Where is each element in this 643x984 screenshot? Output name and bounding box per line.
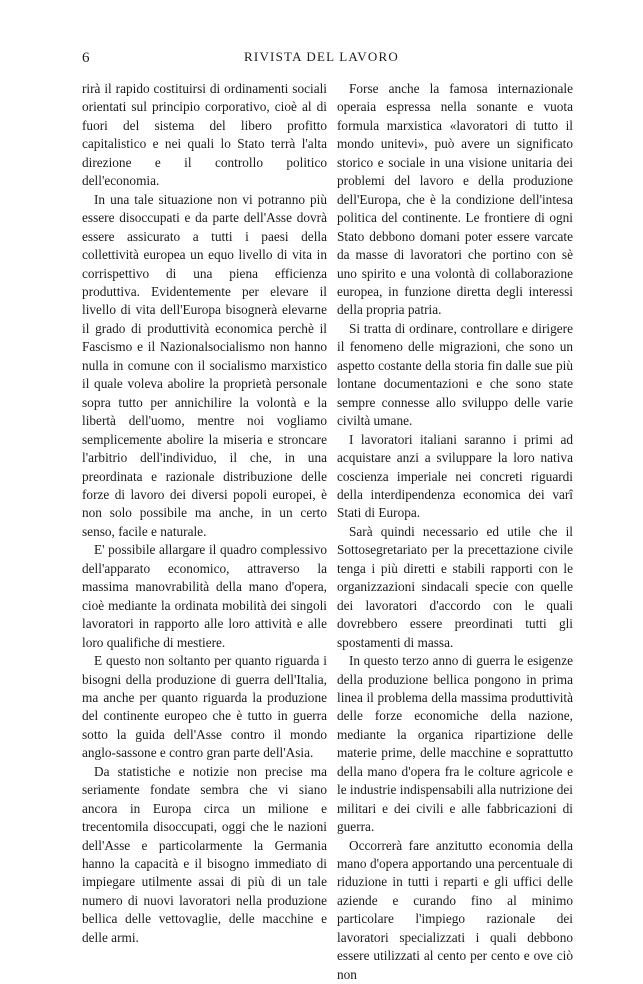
paragraph: E questo non soltanto per quanto riguarda i bisogni della produzione di guerra dell'Italia, ma anche per quanto riguarda la produzione del continente europeo che è tutto in guerra sotto la guida dell'Asse contro il mondo anglo-sassone e contro gran parte dell'Asia. [82,653,327,761]
paragraph: In questo terzo anno di guerra le esigenze della produzione bellica pongono in prima linea il problema della massima produttività delle forze economiche della nazione, mediante la organica ripartizione delle materie prime, delle macchine e soprattutto della mano d'opera fra le colture agricole e le industrie indispensabili alla nutrizione dei militari e dei civili e alle fabbricazioni di guerra. [337,653,573,835]
paragraph: Occorrerà fare anzitutto economia della mano d'opera apportando una percentuale di riduzione in tutti i reparti e gli uffici delle aziende e curando fino al minimo particolare l'impiego razionale dei lavoratori specializzati i quali debbono essere utilizzati al cento per cento e ove ciò non [337,837,573,982]
running-title: RIVISTA DEL LAVORO [244,49,399,64]
paragraph: In una tale situazione non vi potranno più essere disoccupati e da parte dell'Asse dovrà essere assicurato a tutti i paesi della collettività europea un equo livello di vita in corrispettivo di una piena efficienza produttiva. Evidentemente per elevare il livello di vita dell'Europa bisognerà elevarne il grado di produttività economica perchè il Fascismo e il Nazionalsocialismo non hanno nulla in comune con il socialismo marxistico il quale voleva abolire la proprietà personale sopra tutto per annichilire la volontà e la libertà dell'uomo, mentre noi vogliamo semplicemente abolire la miseria e stroncare l'arbitrio dell'individuo, il che, in una preordinata e razionale distribuzione delle forze di lavoro dei diversi popoli europei, è non solo possibile ma anche, in un certo senso, facile e naturale. [82,191,327,539]
left-column [82,80,327,947]
paragraph: Forse anche la famosa internazionale operaia espressa nella sonante e vuota formula marxistica «lavoratori di tutto il mondo unitevi», può avere un significato storico e sociale in una visione unitaria dei problemi del lavoro e della produzione dell'Europa, che è la condizione dell'intesa politica del continente. Le frontiere di ogni Stato debbono domani poter essere varcate da masse di lavoratori che portino con sè uno spirito e una volontà di collaborazione europea, in funzione diretta degli interessi della propria patria. [337,81,573,318]
paragraph: Si tratta di ordinare, controllare e dirigere il fenomeno delle migrazioni, che sono un aspetto costante della storia fin dalle sue più lontane documentazioni e che sono state sempre connesse allo sviluppo delle varie civiltà umane. [337,320,573,429]
right-column [337,80,573,984]
paragraph: Da statistiche e notizie non precise ma seriamente fondate sembra che vi siano ancora in Europa circa un milione e trecentomila disoccupati, oggi che le nazioni dell'Asse e particolarmente la Germania hanno la capacità e il bisogno immediato di impiegare utilmente assai di più di un tale numero di nuovi lavoratori nella produzione bellica delle vettovaglie, delle macchine e delle armi. [82,763,327,945]
page-number: 6 [82,50,90,66]
paragraph: E' possibile allargare il quadro complessivo dell'apparato economico, attraverso la massima manovrabilità della mano d'opera, cioè mediante la ordinata mobilità dei singoli lavoratori in rapporto alle loro attività e alle loro qualifiche di mestiere. [82,542,327,650]
paragraph: rirà il rapido costituirsi di ordinamenti sociali orientati sul principio corporativo, cioè al di fuori del sistema del libero profitto capitalistico e nei quali lo Stato terrà l'alta direzione e il controllo politico dell'economia. [82,81,327,189]
paragraph: Sarà quindi necessario ed utile che il Sottosegretariato per la precettazione civile tenga i più diretti e stabili rapporti con le organizzazioni sindacali specie con quelle dei lavoratori d'accordo con le quali dovrebbero essere preordinati tutti gli spostamenti di massa. [337,523,573,650]
paragraph: I lavoratori italiani saranno i primi ad acquistare anzi a sviluppare la loro nativa coscienza imperiale nei concreti riguardi della interdipendenza economica dei varî Stati di Europa. [337,431,573,521]
